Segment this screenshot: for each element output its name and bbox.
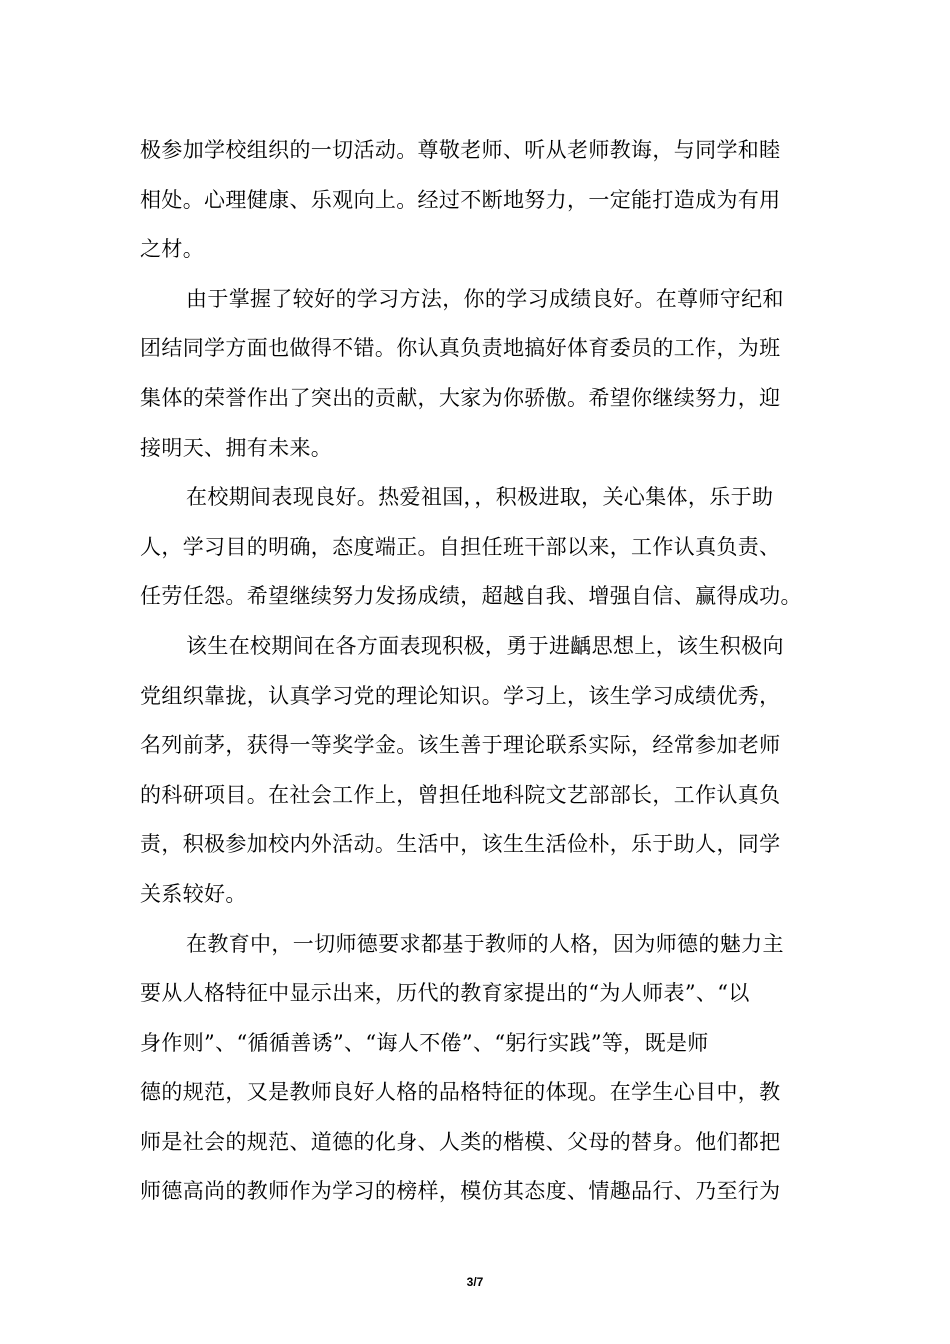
text-line: 集体的荣誉作出了突出的贡献，大家为你骄傲。希望你继续努力，迎: [140, 385, 781, 410]
text-line: 师是社会的规范、道德的化身、人类的楷模、父母的替身。他们都把: [140, 1129, 781, 1154]
paragraph-first-line: 在教育中，一切师德要求都基于教师的人格，因为师德的魅力主: [186, 931, 784, 956]
text-line: 关系较好。: [140, 881, 247, 906]
text-line: 团结同学方面也做得不错。你认真负责地搞好体育委员的工作，为班: [140, 336, 781, 361]
text-line: 的科研项目。在社会工作上，曾担任地科院文艺部部长，工作认真负: [140, 782, 781, 807]
text-line: 之材。: [140, 237, 205, 262]
text-line: 责，积极参加校内外活动。生活中，该生生活俭朴，乐于助人，同学: [140, 832, 781, 857]
text-line: 任劳任怨。希望继续努力发扬成绩，超越自我、增强自信、赢得成功。: [140, 584, 802, 609]
text-line: 德的规范，又是教师良好人格的品格特征的体现。在学生心目中，教: [140, 1080, 781, 1105]
text-line: 党组织靠拢，认真学习党的理论知识。学习上，该生学习成绩优秀，: [140, 683, 781, 708]
paragraph-first-line: 由于掌握了较好的学习方法，你的学习成绩良好。在尊师守纪和: [186, 286, 784, 311]
text-line: 接明天、拥有未来。: [140, 435, 333, 460]
text-line: 要从人格特征中显示出来，历代的教育家提出的“为人师表”、“以: [140, 981, 750, 1006]
text-line: 师德高尚的教师作为学习的榜样，模仿其态度、情趣品行、乃至行为: [140, 1179, 781, 1204]
text-line: 人，学习目的明确，态度端正。自担任班干部以来，工作认真负责、: [140, 534, 781, 559]
paragraph-first-line: 该生在校期间在各方面表现积极，勇于进齲思想上，该生积极向: [186, 633, 784, 658]
page-number: 3/7: [466, 1275, 484, 1289]
text-line: 名列前茅，获得一等奖学金。该生善于理论联系实际，经常参加老师: [140, 733, 781, 758]
text-line: 相处。心理健康、乐观向上。经过不断地努力，一定能打造成为有用: [140, 187, 781, 212]
body-text: [140, 126, 820, 1217]
text-line: 身作则”、“循循善诱”、“诲人不倦”、“躬行实践”等，既是师: [140, 1030, 709, 1055]
text-line: 极参加学校组织的一切活动。尊敬老师、听从老师教诲，与同学和睦: [140, 138, 781, 162]
paragraph-first-line: 在校期间表现良好。热爱祖国，，积极进取，关心集体，乐于助: [186, 485, 774, 510]
